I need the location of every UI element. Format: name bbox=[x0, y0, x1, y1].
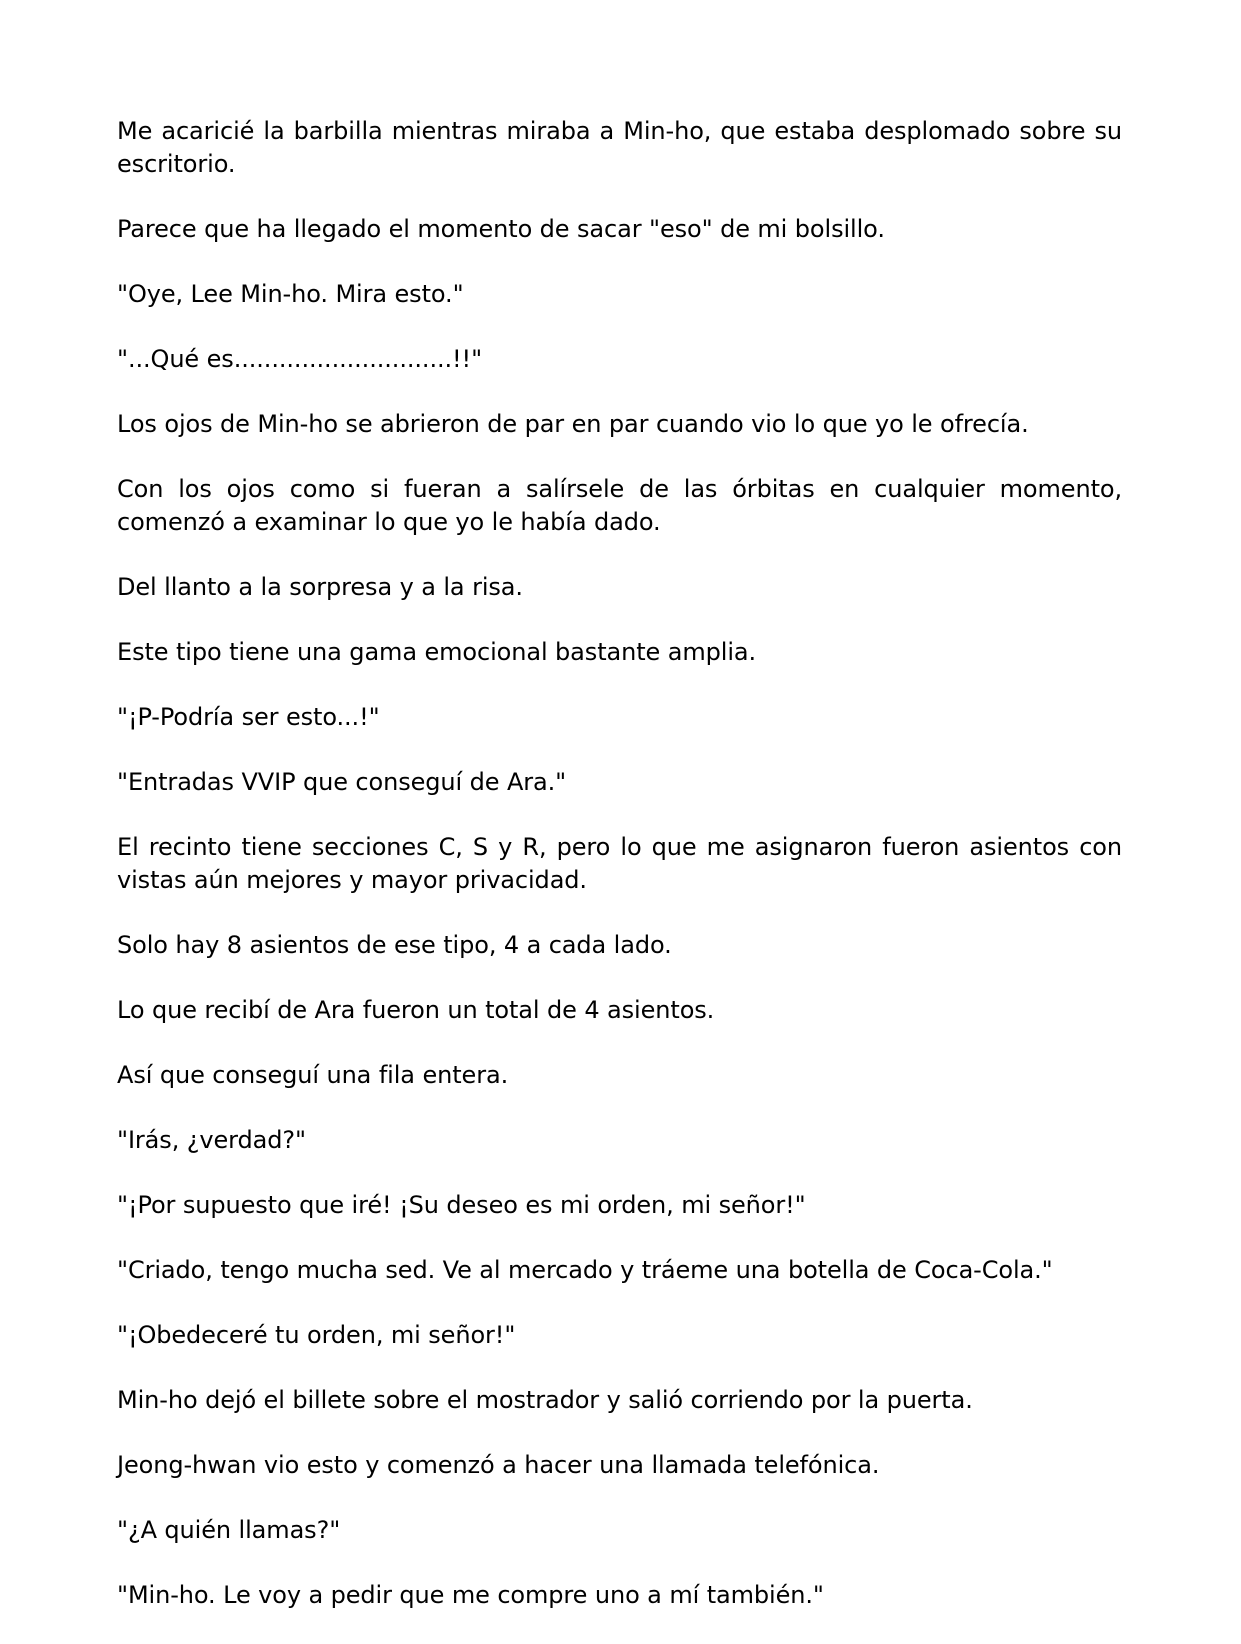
paragraph: "¡P-Podría ser esto...!" bbox=[117, 703, 380, 731]
paragraph: Me acaricié la barbilla mientras miraba a Min-ho, que estaba desplomado sobre su escritorio. bbox=[117, 117, 1122, 178]
paragraph: "¿A quién llamas?" bbox=[117, 1516, 341, 1544]
paragraph: Con los ojos como si fueran a salírsele de las órbitas en cualquier momento, comenzó a examinar lo que yo le había dado. bbox=[117, 475, 1122, 536]
paragraph: Así que conseguí una fila entera. bbox=[117, 1061, 509, 1089]
paragraph: "Entradas VVIP que conseguí de Ara." bbox=[117, 768, 567, 796]
paragraph: Min-ho dejó el billete sobre el mostrador y salió corriendo por la puerta. bbox=[117, 1386, 973, 1414]
paragraph: Del llanto a la sorpresa y a la risa. bbox=[117, 573, 523, 601]
paragraph: "¡Obedeceré tu orden, mi señor!" bbox=[117, 1321, 516, 1349]
paragraph: "Oye, Lee Min-ho. Mira esto." bbox=[117, 280, 464, 308]
paragraph: Los ojos de Min-ho se abrieron de par en par cuando vio lo que yo le ofrecía. bbox=[117, 410, 1029, 438]
paragraph: Lo que recibí de Ara fueron un total de 4 asientos. bbox=[117, 996, 715, 1024]
paragraph: "Criado, tengo mucha sed. Ve al mercado y tráeme una botella de Coca-Cola." bbox=[117, 1256, 1053, 1284]
paragraph: Jeong-hwan vio esto y comenzó a hacer una llamada telefónica. bbox=[117, 1451, 880, 1479]
paragraph: "Min-ho. Le voy a pedir que me compre uno a mí también." bbox=[117, 1581, 824, 1609]
paragraph: Solo hay 8 asientos de ese tipo, 4 a cada lado. bbox=[117, 931, 672, 959]
paragraph: El recinto tiene secciones C, S y R, pero lo que me asignaron fueron asientos con vistas aún mejores y mayor privacidad. bbox=[117, 833, 1122, 894]
paragraph: "...Qué es.............................!!" bbox=[117, 345, 483, 373]
paragraph: "¡Por supuesto que iré! ¡Su deseo es mi orden, mi señor!" bbox=[117, 1191, 806, 1219]
paragraph: Este tipo tiene una gama emocional bastante amplia. bbox=[117, 638, 757, 666]
document-body bbox=[117, 115, 1122, 1644]
paragraph: Parece que ha llegado el momento de sacar "eso" de mi bolsillo. bbox=[117, 215, 885, 243]
paragraph: "Irás, ¿verdad?" bbox=[117, 1126, 306, 1154]
